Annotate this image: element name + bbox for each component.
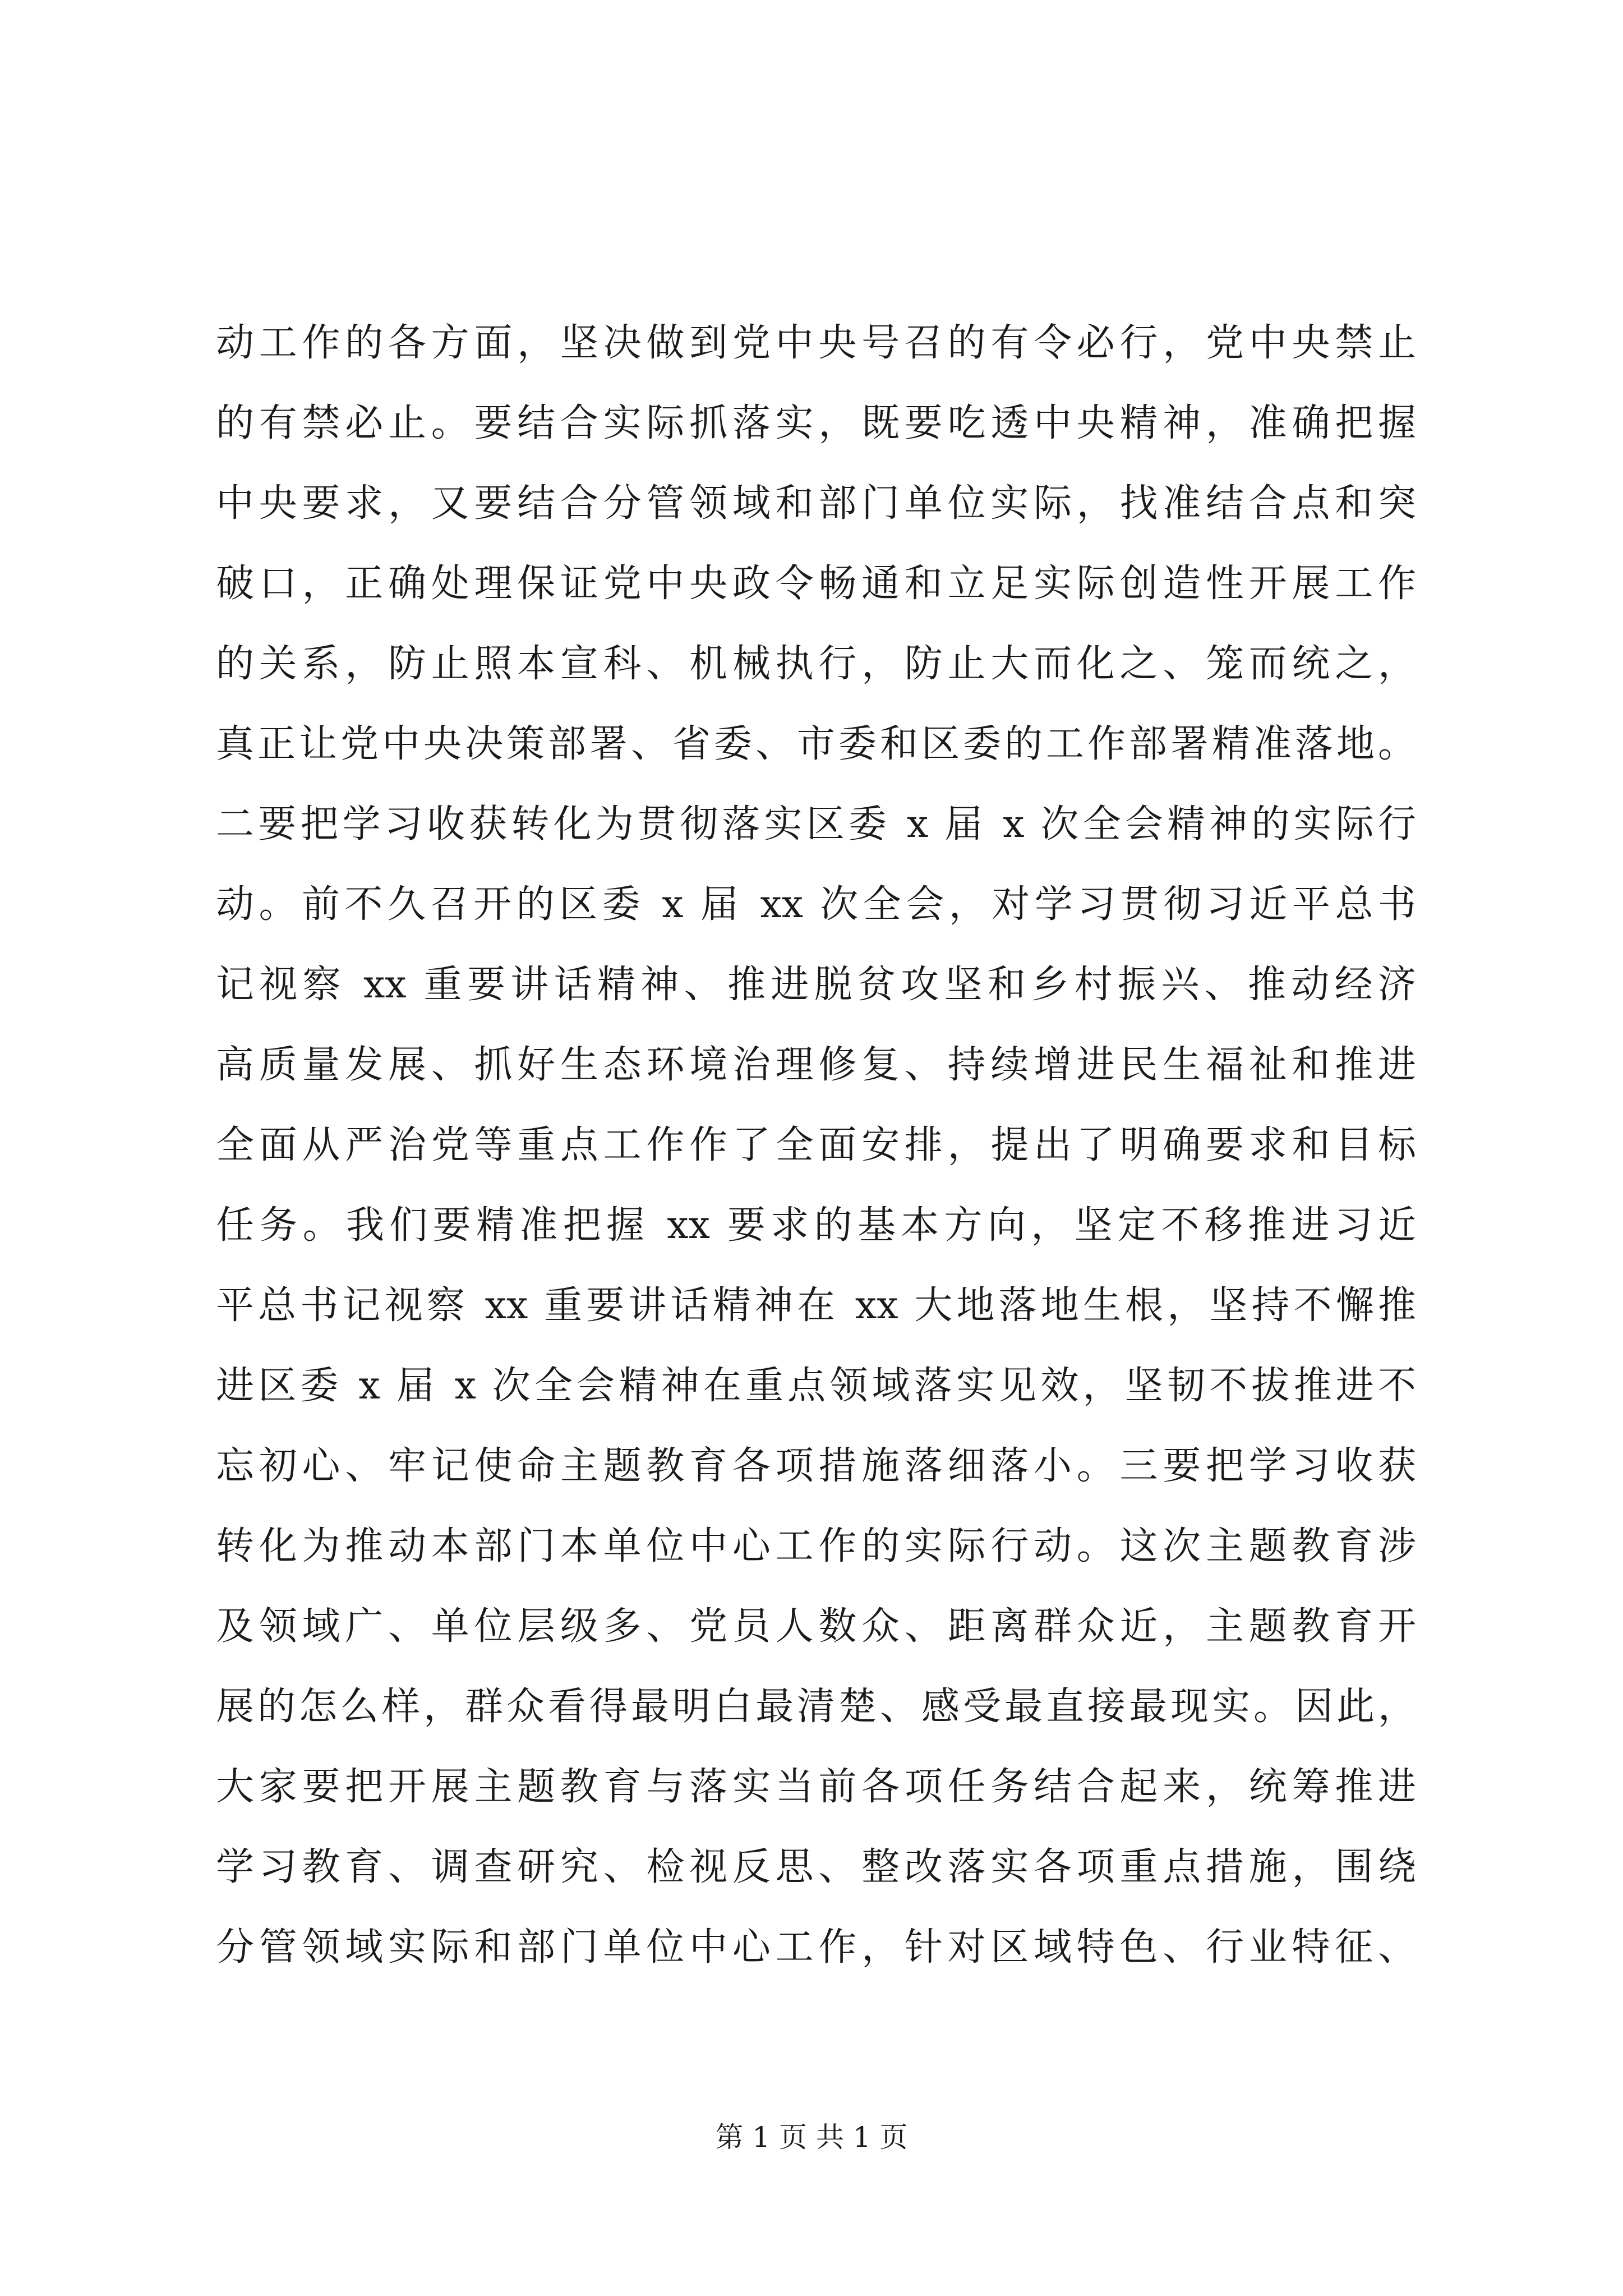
text-line: 进区委 x 届 x 次全会精神在重点领域落实见效，坚韧不拔推进不	[216, 1364, 1416, 1408]
text-line: 记视察 xx 重要讲话精神、推进脱贫攻坚和乡村振兴、推动经济	[216, 963, 1416, 1007]
text-line: 破口，正确处理保证党中央政令畅通和立足实际创造性开展工作	[216, 562, 1416, 606]
text-line: 的有禁必止。要结合实际抓落实，既要吃透中央精神，准确把握	[216, 401, 1416, 445]
text-line: 二要把学习收获转化为贯彻落实区委 x 届 x 次全会精神的实际行	[216, 802, 1416, 846]
text-line: 展的怎么样，群众看得最明白最清楚、感受最直接最现实。因此，	[216, 1685, 1416, 1729]
text-line: 平总书记视察 xx 重要讲话精神在 xx 大地落地生根，坚持不懈推	[216, 1283, 1416, 1328]
text-line: 忘初心、牢记使命主题教育各项措施落细落小。三要把学习收获	[216, 1444, 1416, 1488]
text-line: 全面从严治党等重点工作作了全面安排，提出了明确要求和目标	[216, 1123, 1416, 1167]
text-line: 真正让党中央决策部署、省委、市委和区委的工作部署精准落地。	[216, 722, 1416, 766]
text-line: 大家要把开展主题教育与落实当前各项任务结合起来，统筹推进	[216, 1765, 1416, 1809]
text-line: 转化为推动本部门本单位中心工作的实际行动。这次主题教育涉	[216, 1524, 1416, 1568]
text-line: 学习教育、调查研究、检视反思、整改落实各项重点措施，围绕	[216, 1845, 1416, 1889]
page-footer: 第 1 页 共 1 页	[715, 2121, 908, 2154]
text-line: 动工作的各方面，坚决做到党中央号召的有令必行，党中央禁止	[216, 321, 1416, 365]
body-text	[216, 303, 1416, 1987]
text-line: 动。前不久召开的区委 x 届 xx 次全会，对学习贯彻习近平总书	[216, 882, 1416, 927]
text-line: 任务。我们要精准把握 xx 要求的基本方向，坚定不移推进习近	[216, 1203, 1416, 1248]
text-line: 及领域广、单位层级多、党员人数众、距离群众近，主题教育开	[216, 1604, 1416, 1649]
text-line: 中央要求，又要结合分管领域和部门单位实际，找准结合点和突	[216, 481, 1416, 526]
text-line: 高质量发展、抓好生态环境治理修复、持续增进民生福祉和推进	[216, 1043, 1416, 1087]
text-line: 分管领域实际和部门单位中心工作，针对区域特色、行业特征、	[216, 1925, 1416, 1970]
text-line: 的关系，防止照本宣科、机械执行，防止大而化之、笼而统之，	[216, 642, 1416, 686]
